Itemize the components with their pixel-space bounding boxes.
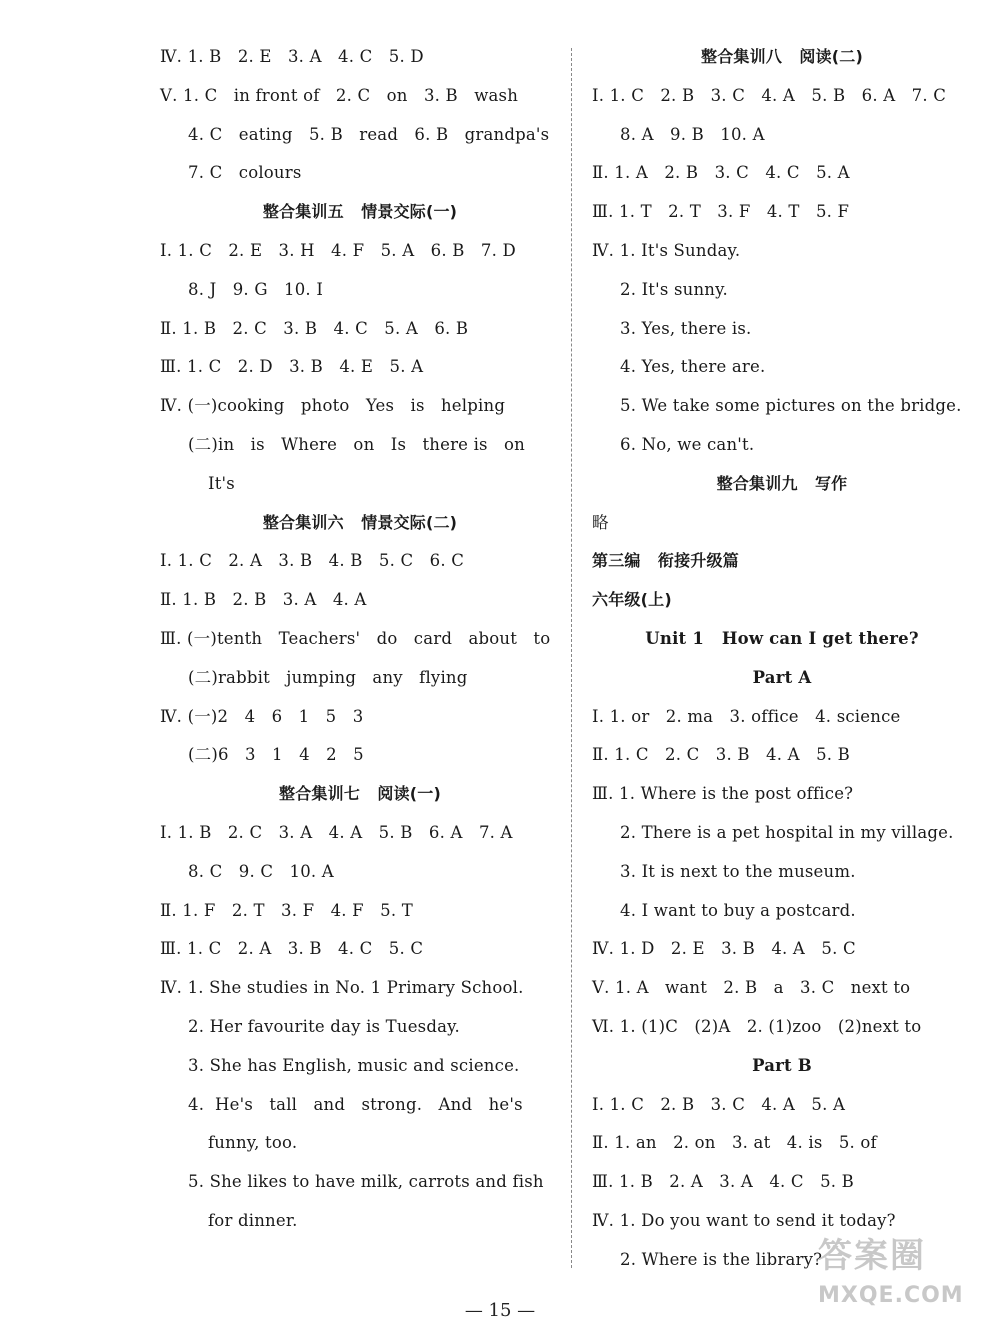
answer-line: 6. No, we can't. bbox=[620, 434, 755, 454]
answer-line: Ⅰ. 1. C 2. B 3. C 4. A 5. B 6. A 7. C bbox=[592, 85, 947, 105]
answer-line: Ⅴ. 1. C in front of 2. C on 3. B wash bbox=[160, 85, 519, 105]
answer-line: 5. We take some pictures on the bridge. bbox=[620, 396, 962, 416]
answer-line: Ⅰ. 1. or 2. ma 3. office 4. science bbox=[592, 706, 901, 726]
column-divider bbox=[571, 48, 572, 1268]
answer-line: 2. Her favourite day is Tuesday. bbox=[188, 1016, 460, 1036]
answer-line: for dinner. bbox=[208, 1210, 298, 1230]
answer-line: funny, too. bbox=[208, 1133, 298, 1153]
answer-line: 3. She has English, music and science. bbox=[188, 1055, 520, 1075]
page-number: — 15 — bbox=[464, 1300, 536, 1321]
answer-line: 2. Where is the library? bbox=[620, 1249, 823, 1269]
section-heading: 整合集训七 阅读(一) bbox=[279, 784, 441, 804]
answer-line: Ⅵ. 1. (1)C (2)A 2. (1)zoo (2)next to bbox=[592, 1016, 922, 1036]
answer-line: 8. A 9. B 10. A bbox=[620, 124, 765, 144]
answer-line: 4. I want to buy a postcard. bbox=[620, 900, 856, 920]
answer-line: (二)in is Where on Is there is on bbox=[188, 434, 526, 454]
answer-line: 3. Yes, there is. bbox=[620, 318, 752, 338]
section-heading: 六年级(上) bbox=[592, 590, 672, 610]
section-heading: Unit 1 How can I get there? bbox=[645, 628, 919, 648]
answer-line: 略 bbox=[592, 512, 609, 532]
answer-line: Ⅴ. 1. A want 2. B a 3. C next to bbox=[592, 978, 911, 998]
section-heading: 整合集训五 情景交际(一) bbox=[262, 202, 458, 222]
answer-line: Ⅳ. 1. It's Sunday. bbox=[592, 240, 741, 260]
watermark-logo bbox=[818, 1228, 978, 1318]
answer-line: 7. C colours bbox=[188, 163, 302, 183]
answer-line: Ⅰ. 1. B 2. C 3. A 4. A 5. B 6. A 7. A bbox=[160, 822, 513, 842]
answer-line: 2. It's sunny. bbox=[620, 279, 728, 299]
answer-line: Ⅱ. 1. A 2. B 3. C 4. C 5. A bbox=[592, 163, 850, 183]
answer-line: 4. C eating 5. B read 6. B grandpa's bbox=[188, 124, 550, 144]
answer-line: Ⅱ. 1. B 2. B 3. A 4. A bbox=[160, 590, 367, 610]
answer-line: Ⅱ. 1. F 2. T 3. F 4. F 5. T bbox=[160, 900, 413, 920]
answer-line: 8. C 9. C 10. A bbox=[188, 861, 334, 881]
answer-line: Ⅳ. 1. Do you want to send it today? bbox=[592, 1210, 896, 1230]
section-heading: Part B bbox=[752, 1055, 812, 1075]
answer-line: (二)rabbit jumping any flying bbox=[188, 667, 468, 687]
section-heading: 整合集训八 阅读(二) bbox=[701, 47, 863, 66]
answer-line: It's bbox=[208, 473, 235, 493]
left-column bbox=[160, 38, 560, 1241]
answer-line: Ⅲ. 1. Where is the post office? bbox=[592, 784, 854, 804]
answer-line: Ⅱ. 1. B 2. C 3. B 4. C 5. A 6. B bbox=[160, 318, 469, 338]
section-heading: Part A bbox=[752, 667, 812, 687]
watermark-logo-text: 答案圈 bbox=[818, 1236, 926, 1276]
right-column bbox=[592, 38, 972, 1280]
answer-line: 5. She likes to have milk, carrots and fish bbox=[188, 1172, 544, 1192]
answer-line: Ⅲ. 1. C 2. D 3. B 4. E 5. A bbox=[160, 357, 424, 377]
answer-line: Ⅱ. 1. an 2. on 3. at 4. is 5. of bbox=[592, 1133, 877, 1153]
section-heading: 第三编 衔接升级篇 bbox=[592, 551, 739, 571]
answer-line: Ⅳ. (一)2 4 6 1 5 3 bbox=[160, 706, 364, 726]
answer-line: Ⅳ. 1. She studies in No. 1 Primary School. bbox=[160, 978, 524, 998]
answer-line: 3. It is next to the museum. bbox=[620, 861, 856, 881]
answer-line: Ⅲ. 1. T 2. T 3. F 4. T 5. F bbox=[592, 202, 850, 222]
answer-line: (二)6 3 1 4 2 5 bbox=[188, 745, 364, 765]
answer-line: Ⅳ. (一)cooking photo Yes is helping bbox=[160, 396, 506, 416]
answer-line: 2. There is a pet hospital in my village. bbox=[620, 822, 954, 842]
answer-line: Ⅳ. 1. B 2. E 3. A 4. C 5. D bbox=[160, 47, 424, 66]
answer-line: 4. He's tall and strong. And he's bbox=[188, 1094, 523, 1114]
section-heading: 整合集训六 情景交际(二) bbox=[262, 512, 458, 532]
section-heading: 整合集训九 写作 bbox=[716, 473, 848, 493]
answer-line: Ⅰ. 1. C 2. B 3. C 4. A 5. A bbox=[592, 1094, 846, 1114]
answer-line: Ⅳ. 1. D 2. E 3. B 4. A 5. C bbox=[592, 939, 856, 959]
answer-line: 4. Yes, there are. bbox=[620, 357, 766, 377]
answer-line: 8. J 9. G 10. I bbox=[188, 279, 324, 299]
answer-line: Ⅰ. 1. C 2. E 3. H 4. F 5. A 6. B 7. D bbox=[160, 240, 516, 260]
answer-line: Ⅱ. 1. C 2. C 3. B 4. A 5. B bbox=[592, 745, 850, 765]
answer-line: Ⅲ. 1. C 2. A 3. B 4. C 5. C bbox=[160, 939, 424, 959]
watermark-site: MXQE.COM bbox=[818, 1283, 964, 1308]
answer-line: Ⅲ. (一)tenth Teachers' do card about to bbox=[160, 628, 551, 648]
answer-line: Ⅰ. 1. C 2. A 3. B 4. B 5. C 6. C bbox=[160, 551, 465, 571]
answer-line: Ⅲ. 1. B 2. A 3. A 4. C 5. B bbox=[592, 1172, 854, 1192]
